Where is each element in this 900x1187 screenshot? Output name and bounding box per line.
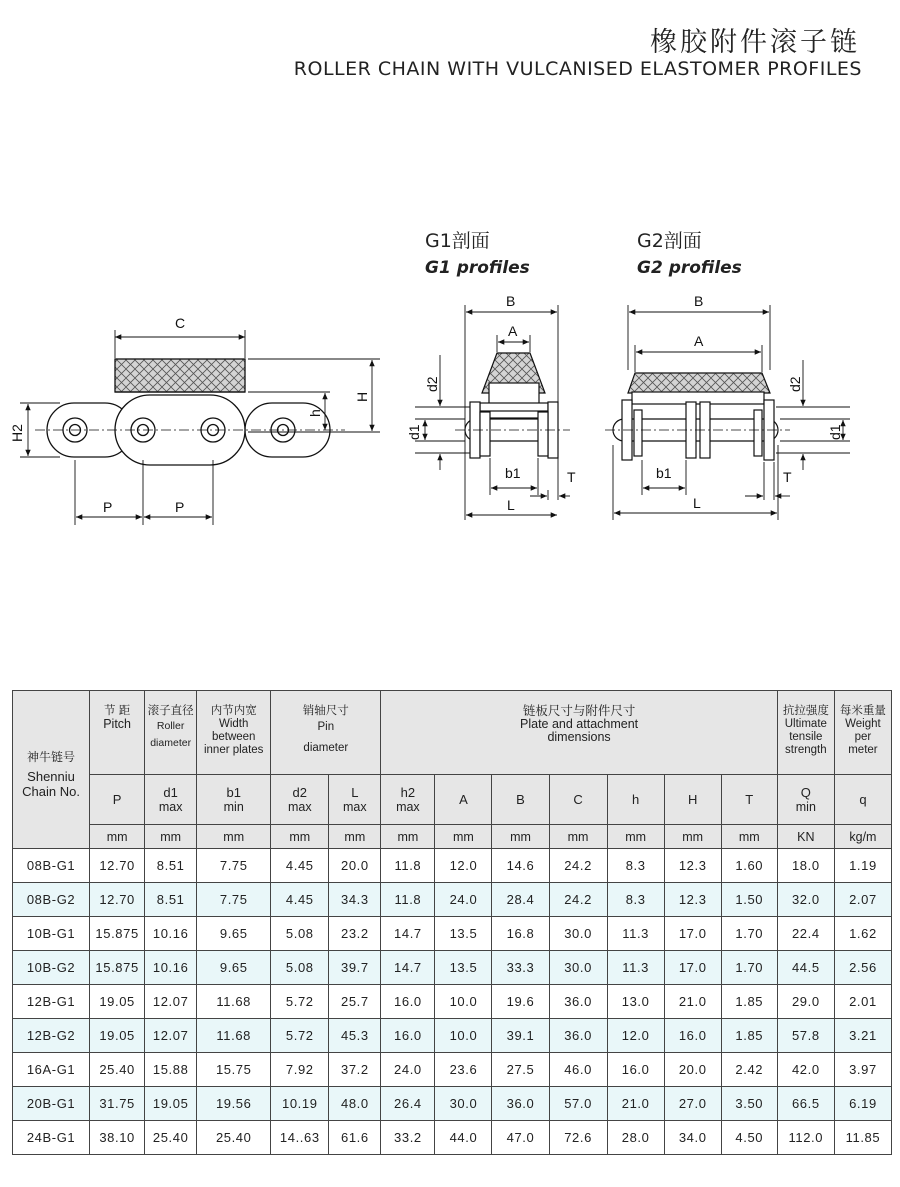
table-row: [13, 849, 892, 883]
header-row-units: [13, 825, 892, 849]
header-unit: kg/m: [834, 825, 891, 849]
header-symbol: b1: [226, 785, 241, 800]
header-plate: [381, 691, 777, 775]
header-unit: mm: [492, 825, 549, 849]
dim-label-h2: H2: [9, 424, 25, 442]
table-cell: 42.0: [777, 1053, 834, 1087]
chain-number-cell: 10B-G1: [13, 917, 90, 951]
table-cell: 12.07: [145, 985, 197, 1019]
table-cell: 10.0: [435, 985, 492, 1019]
table-cell: 15.875: [90, 951, 145, 985]
header-unit: mm: [664, 825, 721, 849]
header-unit: mm: [197, 825, 271, 849]
table-cell: 46.0: [549, 1053, 607, 1087]
table-cell: 2.42: [721, 1053, 777, 1087]
table-cell: 11.85: [834, 1121, 891, 1155]
table-row: [13, 951, 892, 985]
header-symbol: h: [632, 792, 640, 807]
table-cell: 21.0: [664, 985, 721, 1019]
header-plate-en1: Plate and attachment: [520, 717, 639, 731]
table-cell: 12.0: [435, 849, 492, 883]
header-unit: mm: [607, 825, 664, 849]
table-cell: 7.75: [197, 849, 271, 883]
header-strength: [777, 691, 834, 775]
table-cell: 11.8: [381, 883, 435, 917]
header-symbol-cell: [721, 775, 777, 825]
table-row: [13, 917, 892, 951]
table-cell: 30.0: [435, 1087, 492, 1121]
table-cell: 11.68: [197, 1019, 271, 1053]
dim-label-p-right: P: [175, 499, 185, 515]
table-cell: 27.0: [664, 1087, 721, 1121]
table-cell: 66.5: [777, 1087, 834, 1121]
table-cell: 32.0: [777, 883, 834, 917]
header-symbol-limit: min: [223, 800, 244, 814]
table-cell: 19.56: [197, 1087, 271, 1121]
table-cell: 15.88: [145, 1053, 197, 1087]
table-cell: 10.0: [435, 1019, 492, 1053]
header-chain-no-cn: 神牛链号: [27, 750, 76, 764]
header-symbol: q: [859, 792, 867, 807]
table-cell: 1.85: [721, 1019, 777, 1053]
dim-label-h-upper: H: [354, 391, 370, 402]
table-cell: 1.62: [834, 917, 891, 951]
header-weight-en1: Weight: [845, 718, 881, 730]
table-cell: 7.92: [271, 1053, 329, 1087]
header-symbol: A: [459, 792, 468, 807]
table-cell: 24.0: [381, 1053, 435, 1087]
table-cell: 33.2: [381, 1121, 435, 1155]
header-symbol-cell: [777, 775, 834, 825]
table-cell: 36.0: [549, 985, 607, 1019]
header-symbol-limit: max: [396, 800, 420, 814]
title-chinese: 橡胶附件滚子链: [650, 27, 860, 58]
table-cell: 2.07: [834, 883, 891, 917]
table-cell: 112.0: [777, 1121, 834, 1155]
table-cell: 1.19: [834, 849, 891, 883]
table-cell: 24.2: [549, 849, 607, 883]
table-cell: 16.0: [381, 1019, 435, 1053]
table-cell: 24.0: [435, 883, 492, 917]
title-english: ROLLER CHAIN WITH VULCANISED ELASTOMER PROFILES: [293, 58, 862, 80]
table-cell: 11.8: [381, 849, 435, 883]
table-cell: 30.0: [549, 951, 607, 985]
table-cell: 39.7: [329, 951, 381, 985]
table-cell: 44.5: [777, 951, 834, 985]
header-unit: mm: [381, 825, 435, 849]
header-unit: mm: [329, 825, 381, 849]
header-unit: mm: [145, 825, 197, 849]
table-cell: 36.0: [492, 1087, 549, 1121]
table-cell: 15.75: [197, 1053, 271, 1087]
header-unit: mm: [549, 825, 607, 849]
table-cell: 23.2: [329, 917, 381, 951]
table-cell: 12.3: [664, 849, 721, 883]
side-view: [35, 359, 345, 465]
table-cell: 20.0: [664, 1053, 721, 1087]
header-symbol-cell: [834, 775, 891, 825]
table-cell: 9.65: [197, 917, 271, 951]
table-cell: 4.45: [271, 883, 329, 917]
header-pin: [271, 691, 381, 775]
table-cell: 57.0: [549, 1087, 607, 1121]
g2-cross-section: [605, 373, 790, 460]
table-cell: 18.0: [777, 849, 834, 883]
table-cell: 45.3: [329, 1019, 381, 1053]
header-symbol-cell: [435, 775, 492, 825]
table-cell: 1.70: [721, 951, 777, 985]
table-cell: 14.7: [381, 951, 435, 985]
table-cell: 11.3: [607, 951, 664, 985]
table-cell: 16.0: [607, 1053, 664, 1087]
header-symbol-limit: max: [287, 800, 312, 814]
table-row: [13, 1087, 892, 1121]
table-cell: 17.0: [664, 951, 721, 985]
chain-number-cell: 10B-G2: [13, 951, 90, 985]
table-cell: 13.0: [607, 985, 664, 1019]
header-chain-no: [13, 691, 90, 849]
table-row: [13, 985, 892, 1019]
chain-number-cell: 12B-G1: [13, 985, 90, 1019]
g2-dim-label-t: T: [783, 469, 792, 485]
table-body: [13, 849, 892, 1155]
table-cell: 28.4: [492, 883, 549, 917]
header-symbol: T: [745, 792, 754, 807]
g2-dim-label-l: L: [693, 495, 701, 511]
header-symbol: H: [687, 792, 698, 807]
table-cell: 1.85: [721, 985, 777, 1019]
g1-cross-section: [455, 353, 570, 458]
g1-dim-label-b1: b1: [505, 465, 521, 481]
g1-profile-title-cn: G1剖面: [425, 230, 490, 252]
header-weight: [834, 691, 891, 775]
g2-dim-label-a: A: [694, 333, 704, 349]
table-cell: 19.05: [90, 985, 145, 1019]
header-weight-en2: per: [854, 731, 872, 743]
header-symbol: d2: [292, 785, 308, 800]
header-symbol-limit: min: [795, 800, 816, 814]
table-cell: 30.0: [549, 917, 607, 951]
table-cell: 34.3: [329, 883, 381, 917]
header-unit: mm: [90, 825, 145, 849]
table-cell: 11.3: [607, 917, 664, 951]
table-cell: 61.6: [329, 1121, 381, 1155]
header-width-cn: 内节内宽: [210, 705, 257, 717]
header-row-titles: [13, 691, 892, 775]
table-cell: 12.3: [664, 883, 721, 917]
header-symbol-limit: max: [158, 800, 183, 814]
header-pitch-en: Pitch: [103, 717, 131, 731]
header-symbol: B: [516, 792, 525, 807]
header-pin-cn: 销轴尺寸: [302, 705, 349, 717]
chain-number-cell: 16A-G1: [13, 1053, 90, 1087]
header-weight-en3: meter: [848, 744, 878, 756]
header-strength-cn: 抗拉强度: [782, 705, 829, 717]
table-cell: 39.1: [492, 1019, 549, 1053]
table-cell: 27.5: [492, 1053, 549, 1087]
table-cell: 37.2: [329, 1053, 381, 1087]
table-cell: 24.2: [549, 883, 607, 917]
header-symbol: Q: [800, 785, 811, 800]
header-chain-no-en2: Chain No.: [22, 784, 80, 799]
header-unit: mm: [435, 825, 492, 849]
table-cell: 23.6: [435, 1053, 492, 1087]
table-cell: 36.0: [549, 1019, 607, 1053]
table-cell: 19.05: [90, 1019, 145, 1053]
header-symbol-cell: [664, 775, 721, 825]
table-cell: 5.08: [271, 951, 329, 985]
g1-dim-label-d2: d2: [424, 376, 440, 392]
table-cell: 8.3: [607, 849, 664, 883]
header-symbol-cell: [329, 775, 381, 825]
table-row: [13, 1121, 892, 1155]
table-cell: 16.0: [381, 985, 435, 1019]
table-cell: 25.40: [197, 1121, 271, 1155]
header-strength-en1: Ultimate: [784, 718, 827, 730]
header-symbol-cell: [271, 775, 329, 825]
chain-number-cell: 12B-G2: [13, 1019, 90, 1053]
header-unit: mm: [721, 825, 777, 849]
specification-table: [12, 690, 892, 1155]
table-cell: 19.05: [145, 1087, 197, 1121]
header-symbol-limit: max: [343, 800, 367, 814]
table-cell: 1.70: [721, 917, 777, 951]
header-plate-en2: dimensions: [547, 730, 611, 744]
table-cell: 12.70: [90, 883, 145, 917]
table-cell: 5.08: [271, 917, 329, 951]
header-unit: mm: [271, 825, 329, 849]
table-cell: 26.4: [381, 1087, 435, 1121]
table-cell: 5.72: [271, 985, 329, 1019]
table-cell: 8.51: [145, 849, 197, 883]
table-cell: 25.40: [145, 1121, 197, 1155]
dim-label-p-left: P: [103, 499, 113, 515]
header-pitch: [90, 691, 145, 775]
table-cell: 8.3: [607, 883, 664, 917]
chain-number-cell: 24B-G1: [13, 1121, 90, 1155]
table-cell: 29.0: [777, 985, 834, 1019]
table-cell: 3.97: [834, 1053, 891, 1087]
header-symbol-cell: [607, 775, 664, 825]
g2-profile-title-en: G2 profiles: [637, 258, 742, 278]
header-strength-en3: strength: [785, 744, 827, 756]
header-symbol-cell: [549, 775, 607, 825]
table-cell: 3.50: [721, 1087, 777, 1121]
header-symbol: C: [573, 792, 583, 807]
table-cell: 12.70: [90, 849, 145, 883]
table-row: [13, 883, 892, 917]
g2-dim-label-d1: d1: [827, 424, 843, 440]
g2-profile-title-cn: G2剖面: [637, 230, 702, 252]
g2-dim-label-b1: b1: [656, 465, 672, 481]
table-cell: 11.68: [197, 985, 271, 1019]
dim-label-h-lower: h: [307, 409, 323, 417]
header-symbol-cell: [197, 775, 271, 825]
table-cell: 4.45: [271, 849, 329, 883]
table-cell: 25.7: [329, 985, 381, 1019]
header-symbol: P: [112, 792, 122, 807]
table-cell: 22.4: [777, 917, 834, 951]
header-symbol: h2: [400, 785, 416, 800]
table-cell: 6.19: [834, 1087, 891, 1121]
g1-dim-label-d1: d1: [406, 424, 422, 440]
table-cell: 14..63: [271, 1121, 329, 1155]
table-row: [13, 1053, 892, 1087]
table-cell: 10.19: [271, 1087, 329, 1121]
header-strength-en2: tensile: [789, 731, 823, 743]
table-cell: 20.0: [329, 849, 381, 883]
table-cell: 8.51: [145, 883, 197, 917]
table-cell: 4.50: [721, 1121, 777, 1155]
table-cell: 57.8: [777, 1019, 834, 1053]
table-cell: 12.0: [607, 1019, 664, 1053]
table-cell: 72.6: [549, 1121, 607, 1155]
table-cell: 1.60: [721, 849, 777, 883]
table-cell: 38.10: [90, 1121, 145, 1155]
g1-profile-title-en: G1 profiles: [425, 258, 530, 278]
table-cell: 47.0: [492, 1121, 549, 1155]
header-symbol-cell: [90, 775, 145, 825]
header-symbol-cell: [381, 775, 435, 825]
table-cell: 13.5: [435, 951, 492, 985]
table-cell: 31.75: [90, 1087, 145, 1121]
header-plate-cn: 链板尺寸与附件尺寸: [522, 704, 636, 718]
table-cell: 33.3: [492, 951, 549, 985]
table-cell: 2.01: [834, 985, 891, 1019]
header-symbol: L: [351, 785, 359, 800]
table-cell: 28.0: [607, 1121, 664, 1155]
header-pin-en2: diameter: [303, 742, 349, 754]
table-cell: 14.7: [381, 917, 435, 951]
header-width: [197, 691, 271, 775]
table-cell: 17.0: [664, 917, 721, 951]
header-width-en1: Width: [219, 718, 249, 730]
header-chain-no-en1: Shenniu: [27, 769, 75, 784]
header-weight-cn: 每米重量: [839, 705, 886, 717]
table-cell: 10.16: [145, 951, 197, 985]
table-cell: 9.65: [197, 951, 271, 985]
table-cell: 15.875: [90, 917, 145, 951]
g1-dim-label-b: B: [506, 293, 516, 309]
table-cell: 19.6: [492, 985, 549, 1019]
table-cell: 21.0: [607, 1087, 664, 1121]
g2-dimensions: [613, 305, 850, 520]
table-cell: 7.75: [197, 883, 271, 917]
header-width-en3: inner plates: [203, 744, 264, 756]
header-width-en2: between: [211, 731, 256, 743]
table-cell: 3.21: [834, 1019, 891, 1053]
table-row: [13, 1019, 892, 1053]
header-roller-en1: Roller: [156, 720, 185, 732]
header-row-symbols: [13, 775, 892, 825]
header-roller: [145, 691, 197, 775]
header-pitch-cn: 节 距: [104, 705, 131, 717]
chain-number-cell: 08B-G1: [13, 849, 90, 883]
header-roller-cn: 滚子直径: [147, 705, 194, 717]
dim-label-c: C: [175, 315, 186, 331]
table-cell: 12.07: [145, 1019, 197, 1053]
table-cell: 2.56: [834, 951, 891, 985]
table-cell: 13.5: [435, 917, 492, 951]
table-cell: 10.16: [145, 917, 197, 951]
g2-dim-label-d2: d2: [787, 376, 803, 392]
chain-number-cell: 08B-G2: [13, 883, 90, 917]
header-roller-en2: diameter: [150, 737, 192, 749]
table-cell: 44.0: [435, 1121, 492, 1155]
g1-dim-label-l: L: [507, 497, 515, 513]
table-cell: 14.6: [492, 849, 549, 883]
table-cell: 25.40: [90, 1053, 145, 1087]
table-cell: 48.0: [329, 1087, 381, 1121]
header-symbol-cell: [492, 775, 549, 825]
table-cell: 5.72: [271, 1019, 329, 1053]
chain-number-cell: 20B-G1: [13, 1087, 90, 1121]
table-cell: 16.8: [492, 917, 549, 951]
header-unit: KN: [777, 825, 834, 849]
header-symbol: d1: [163, 785, 178, 800]
table-cell: 16.0: [664, 1019, 721, 1053]
g1-dim-label-t: T: [567, 469, 576, 485]
table-cell: 34.0: [664, 1121, 721, 1155]
table-cell: 1.50: [721, 883, 777, 917]
header-symbol-cell: [145, 775, 197, 825]
header-pin-en1: Pin: [317, 721, 335, 733]
g1-dim-label-a: A: [508, 323, 518, 339]
g2-dim-label-b: B: [694, 293, 704, 309]
